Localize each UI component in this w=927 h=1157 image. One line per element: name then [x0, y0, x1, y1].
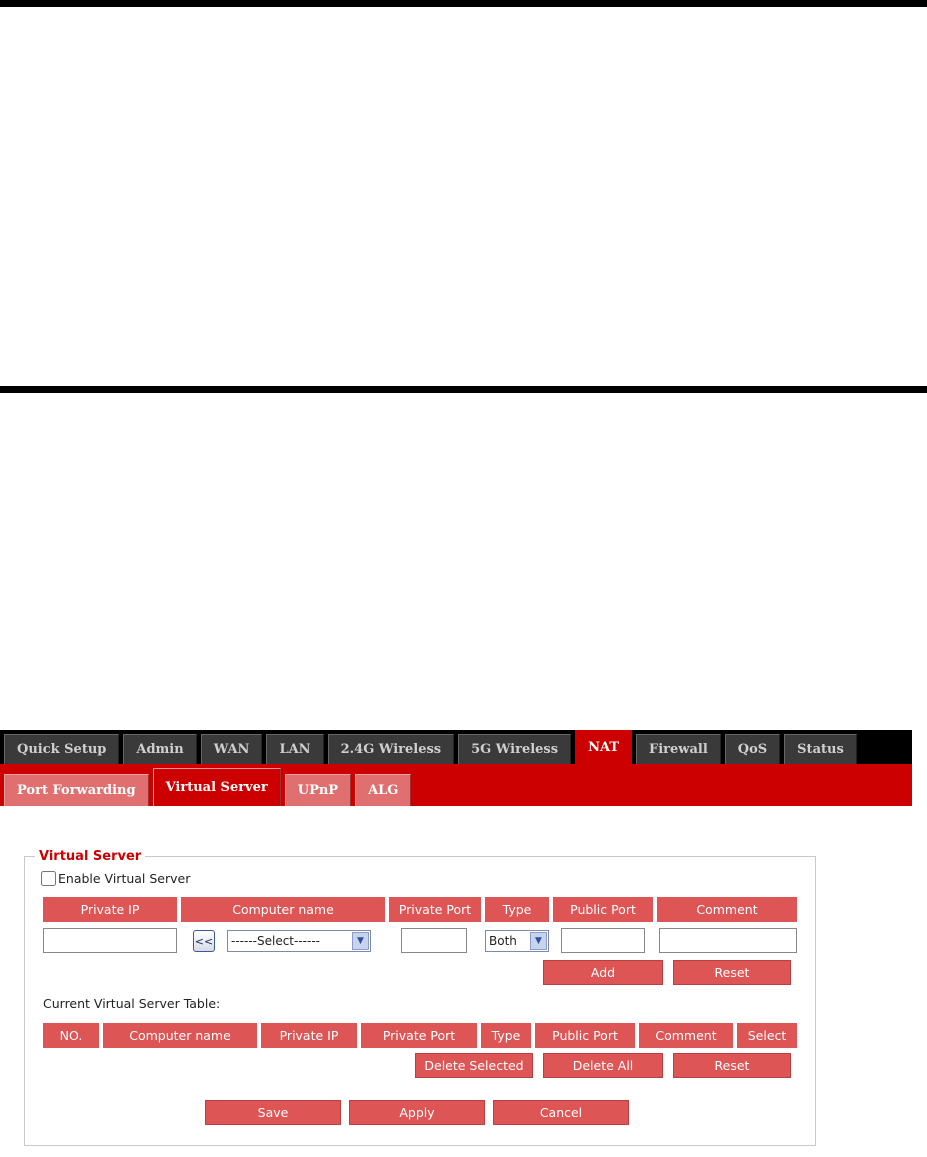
add-button[interactable]: Add: [543, 960, 663, 985]
main-nav: [0, 730, 912, 764]
cancel-button[interactable]: Cancel: [493, 1100, 629, 1125]
private-port-input[interactable]: [401, 928, 467, 953]
col-public-port: Public Port: [553, 897, 653, 922]
type-select-value: Both: [489, 934, 517, 948]
delete-selected-button[interactable]: Delete Selected: [415, 1053, 533, 1078]
col-computer-name: Computer name: [181, 897, 385, 922]
subtab-virtual-server[interactable]: Virtual Server: [153, 768, 281, 806]
chevron-down-icon: ▼: [530, 932, 547, 950]
sub-nav: [0, 764, 912, 806]
tbl-col-select: Select: [737, 1023, 797, 1048]
tbl-col-private-ip: Private IP: [261, 1023, 357, 1048]
tab-admin[interactable]: Admin: [123, 734, 196, 764]
middle-rule: [0, 386, 927, 393]
tbl-col-private-port: Private Port: [361, 1023, 477, 1048]
top-rule: [0, 0, 927, 7]
enable-row: [41, 871, 190, 886]
enable-virtual-server-label: Enable Virtual Server: [58, 871, 191, 886]
copy-computer-button[interactable]: <<: [193, 930, 215, 952]
public-port-input[interactable]: [561, 928, 645, 953]
subtab-upnp[interactable]: UPnP: [285, 774, 351, 806]
tbl-col-type: Type: [481, 1023, 531, 1048]
reset-button[interactable]: Reset: [673, 960, 791, 985]
tab-5g-wireless[interactable]: 5G Wireless: [458, 734, 571, 764]
col-type: Type: [485, 897, 549, 922]
tab-nat[interactable]: NAT: [575, 730, 632, 764]
tab-lan[interactable]: LAN: [266, 734, 323, 764]
panel-title: Virtual Server: [35, 849, 145, 864]
current-table-label: Current Virtual Server Table:: [43, 996, 221, 1011]
tbl-col-computer-name: Computer name: [103, 1023, 257, 1048]
tab-quick-setup[interactable]: Quick Setup: [4, 734, 119, 764]
save-button[interactable]: Save: [205, 1100, 341, 1125]
computer-name-select-value: ------Select------: [231, 934, 320, 948]
tab-qos[interactable]: QoS: [725, 734, 780, 764]
comment-input[interactable]: [659, 928, 797, 953]
private-ip-input[interactable]: [43, 928, 177, 953]
subtab-alg[interactable]: ALG: [355, 774, 411, 806]
delete-all-button[interactable]: Delete All: [543, 1053, 663, 1078]
apply-button[interactable]: Apply: [349, 1100, 485, 1125]
subtab-port-forwarding[interactable]: Port Forwarding: [4, 774, 149, 806]
col-private-ip: Private IP: [43, 897, 177, 922]
col-comment: Comment: [657, 897, 797, 922]
tab-wan[interactable]: WAN: [201, 734, 263, 764]
type-select[interactable]: [485, 930, 549, 952]
tab-firewall[interactable]: Firewall: [636, 734, 721, 764]
enable-virtual-server-checkbox[interactable]: [41, 871, 56, 886]
tab-24g-wireless[interactable]: 2.4G Wireless: [328, 734, 455, 764]
chevron-down-icon: ▼: [352, 932, 369, 950]
tbl-col-public-port: Public Port: [535, 1023, 635, 1048]
computer-name-select[interactable]: [227, 930, 371, 952]
virtual-server-panel: [24, 849, 816, 1146]
table-reset-button[interactable]: Reset: [673, 1053, 791, 1078]
tbl-col-comment: Comment: [639, 1023, 733, 1048]
tab-status[interactable]: Status: [784, 734, 857, 764]
tbl-col-no: NO.: [43, 1023, 99, 1048]
col-private-port: Private Port: [389, 897, 481, 922]
